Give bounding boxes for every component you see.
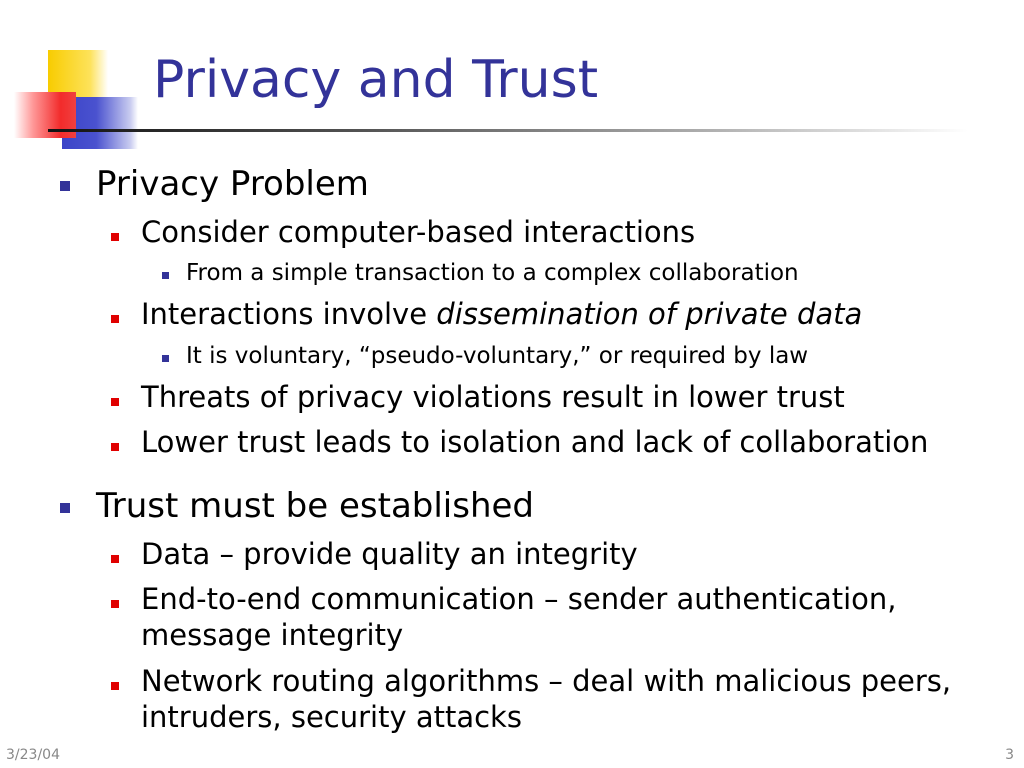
bullet-square-icon bbox=[162, 272, 169, 279]
bullet-square-icon bbox=[111, 443, 119, 451]
bullet-square-icon bbox=[60, 181, 70, 191]
bullet-privacy-problem: Privacy Problem bbox=[96, 164, 369, 204]
footer-page-number: 3 bbox=[1005, 747, 1014, 763]
bullet-from-simple: From a simple transaction to a complex collaboration bbox=[186, 260, 799, 286]
bullet-voluntary: It is voluntary, “pseudo-voluntary,” or required by law bbox=[186, 343, 809, 369]
bullet-e2e-line1: End-to-end communication – sender authentication, bbox=[141, 582, 897, 616]
slide-title: Privacy and Trust bbox=[153, 50, 599, 110]
bullet-threats: Threats of privacy violations result in lower trust bbox=[141, 380, 845, 414]
bullet-interactions-prefix: Interactions involve bbox=[141, 297, 437, 331]
footer-date: 3/23/04 bbox=[6, 747, 60, 763]
bullet-data: Data – provide quality an integrity bbox=[141, 537, 638, 571]
bullet-square-icon bbox=[111, 682, 119, 690]
bullet-square-icon bbox=[60, 503, 70, 513]
bullet-interactions bbox=[141, 296, 862, 332]
bullet-square-icon bbox=[111, 555, 119, 563]
bullet-trust-established: Trust must be established bbox=[96, 486, 535, 526]
bullet-interactions-emphasis: dissemination of private data bbox=[436, 297, 863, 331]
bullet-consider: Consider computer-based interactions bbox=[141, 215, 696, 249]
bullet-square-icon bbox=[162, 355, 169, 362]
bullet-routing-line2: intruders, security attacks bbox=[141, 700, 522, 734]
bullet-e2e-line2: message integrity bbox=[141, 618, 404, 652]
bullet-square-icon bbox=[111, 233, 119, 241]
bullet-lower-trust: Lower trust leads to isolation and lack of collaboration bbox=[141, 425, 929, 459]
bullet-square-icon bbox=[111, 398, 119, 406]
bullet-routing-line1: Network routing algorithms – deal with malicious peers, bbox=[141, 664, 952, 698]
bullet-square-icon bbox=[111, 600, 119, 608]
bullet-square-icon bbox=[111, 315, 119, 323]
